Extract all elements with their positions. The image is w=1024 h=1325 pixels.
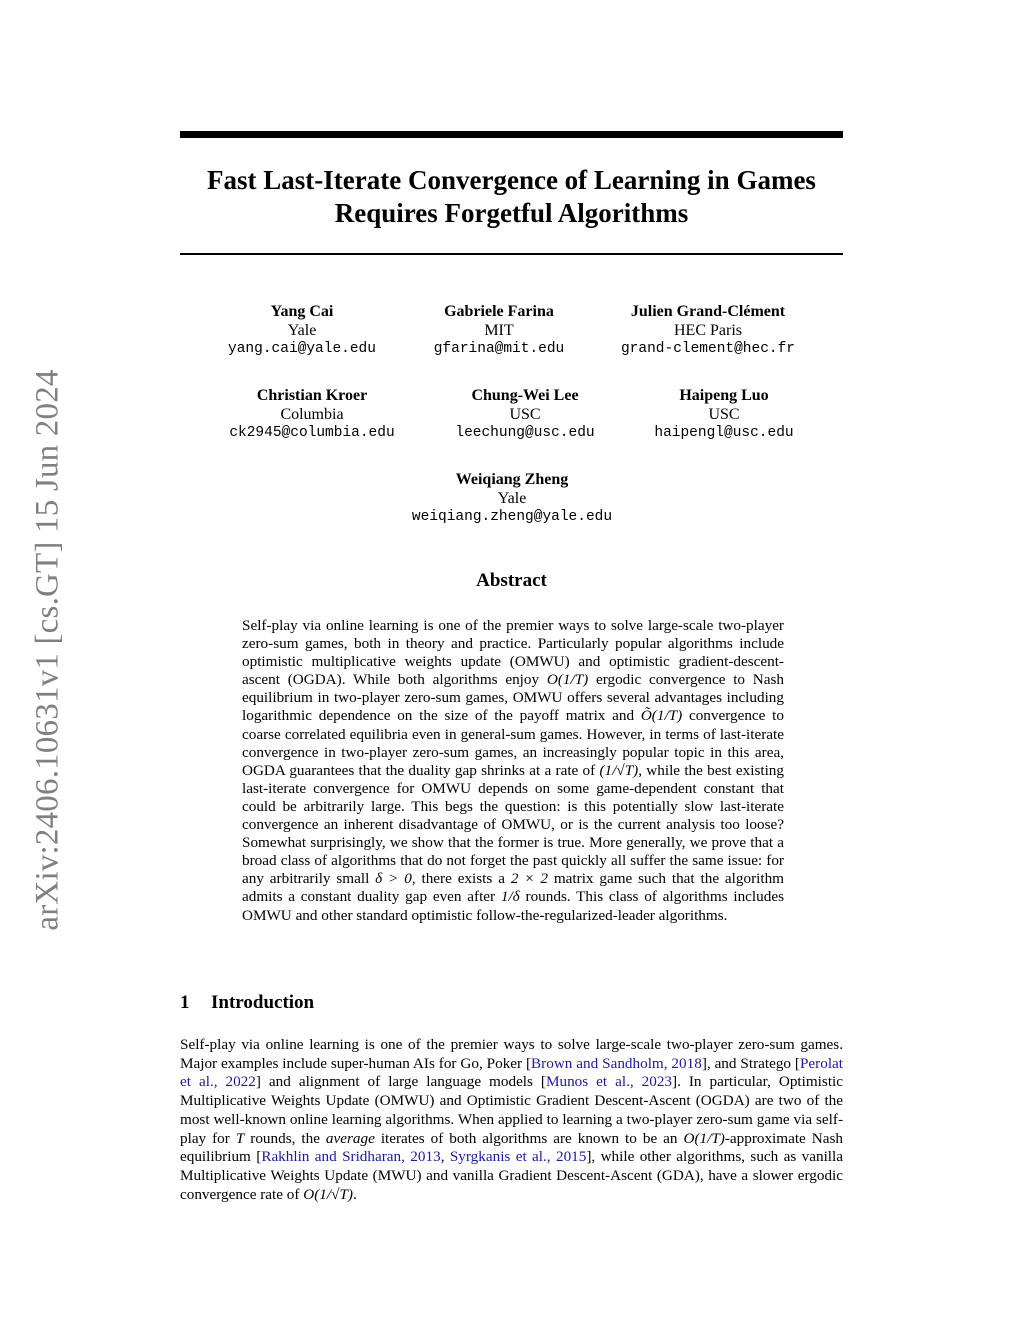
body-text: iterates of both algorithms are known to be an [374,1129,684,1147]
body-text: ], and Stratego [ [701,1054,800,1072]
abstract-body [242,617,784,925]
author-affiliation: HEC Paris [674,322,742,339]
author-name: Julien Grand-Clément [630,303,786,320]
title-line-1: Fast Last-Iterate Convergence of Learning in Games [207,165,816,195]
math-expression: 1/δ [500,888,520,906]
title-bottom-rule [180,253,843,255]
body-text: -approximate Nash equilibrium [ [180,1129,843,1166]
author-email[interactable]: haipengl@usc.edu [654,425,794,441]
author-name: Yang Cai [270,303,334,320]
math-expression: 2 × 2 [510,870,548,888]
body-text: Self-play via online learning is one of the premier ways to solve large-scale two-player zero-sum games. Major examples include super-human AIs for Go, Poker [ [180,1036,843,1072]
citation-link[interactable]: Brown and Sandholm, 2018 [531,1054,702,1072]
author-affiliation: USC [708,406,740,423]
citation-link[interactable]: Syrgkanis et al., 2015 [449,1148,587,1166]
math-expression: O(1/T) [546,671,589,689]
author-name: Christian Kroer [256,387,368,404]
arxiv-identifier: arXiv:2406.10631v1 [cs.GT] 15 Jun 2024 [29,369,66,931]
author-email[interactable]: yang.cai@yale.edu [228,341,376,357]
author-affiliation: Columbia [280,406,344,423]
author-affiliation: Yale [497,490,527,507]
abstract-text: rounds. This class of algorithms includes OMWU and other standard optimistic follow-the-regularized-leader algorithms. [242,888,784,924]
section-title: Introduction [211,992,315,1013]
author-block [578,302,838,359]
section-heading [180,992,314,1014]
section-number: 1 [180,992,190,1013]
body-text: ], while other algorithms, such as vanilla Multiplicative Weights Update (MWU) and vanilla Gradient Descent-Ascent (GDA), have a slower ergodic convergence rate of [180,1148,843,1203]
citation-link[interactable]: Rakhlin and Sridharan, 2013 [261,1148,441,1166]
math-expression: (1/√T) [599,761,639,779]
body-text: ] and alignment of large language models [ [255,1073,546,1091]
author-name: Weiqiang Zheng [455,471,569,488]
author-email[interactable]: leechung@usc.edu [455,425,595,441]
title-top-rule [180,131,843,138]
author-affiliation: USC [509,406,541,423]
arxiv-sidebar-stamp [28,360,68,940]
abstract-text: ergodic convergence to Nash equilibrium in two-player zero-sum games, OMWU offers several advantages including logarithmic dependence on the size of the payoff matrix and [242,671,785,725]
math-expression: O(1/T) [683,1129,725,1147]
body-text: , [440,1148,450,1166]
abstract-text: Self-play via online learning is one of the premier ways to solve large-scale two-player zero-sum games, both in theory and practice. Particularly popular algorithms include optimistic multiplicative weights update (OMWU) and optimistic gradient-descent-ascent (OGDA). While both algorithms enjoy [242,617,784,689]
author-email[interactable]: grand-clement@hec.fr [620,341,796,357]
emphasis-text: average [325,1129,375,1147]
paper-title [180,164,843,230]
body-text: rounds, the [244,1129,326,1147]
body-text: . [352,1185,357,1203]
author-affiliation: Yale [287,322,317,339]
title-line-2: Requires Forgetful Algorithms [334,198,689,228]
author-email[interactable]: ck2945@columbia.edu [229,425,395,441]
introduction-paragraph [180,1036,843,1204]
abstract-text: , there exists a [411,870,511,888]
abstract-heading: Abstract [476,570,547,591]
math-expression: T [235,1129,245,1147]
author-affiliation: MIT [484,322,514,339]
math-expression: Õ(1/T) [640,707,683,725]
math-expression: O(1/√T) [303,1185,353,1203]
abstract-text: , while the best existing last-iterate convergence for OMWU depends on some game-dependent constant that could be arbitrarily large. This begs the question: is this potentially slow last-iterate convergence an inherent disadvantage of OMWU, or is the current analysis too loose? Somewhat surprisingly, we show that the former is true. More generally, we prove that a broad class of algorithms that do not forget the past quickly all suffer the same issue: for any arbitrarily small [242,761,784,888]
abstract-text: matrix game such that the algorithm admits a constant duality gap even after [242,870,784,906]
author-name: Chung-Wei Lee [471,387,579,404]
body-text: ]. In particular, Optimistic Multiplicative Weights Update (OMWU) and Optimistic Gradient Descent-Ascent (OGDA) are two of the most well-known online learning algorithms. When applied to learning a two-player zero-sum game via self-play for [180,1073,843,1147]
citation-link[interactable]: Perolat et al., 2022 [180,1054,844,1091]
author-block [382,470,642,527]
author-email[interactable]: gfarina@mit.edu [433,341,565,357]
math-expression: δ > 0 [375,870,412,888]
author-block [594,386,854,443]
abstract-text: convergence to coarse correlated equilibria even in general-sum games. However, in terms of last-iterate convergence in two-player zero-sum games, an increasingly popular topic in this area, OGDA guarantees that the duality gap shrinks at a rate of [242,707,784,779]
author-name: Haipeng Luo [679,387,769,404]
author-name: Gabriele Farina [444,303,554,320]
citation-link[interactable]: Munos et al., 2023 [545,1073,673,1091]
author-email[interactable]: weiqiang.zheng@yale.edu [411,509,613,525]
